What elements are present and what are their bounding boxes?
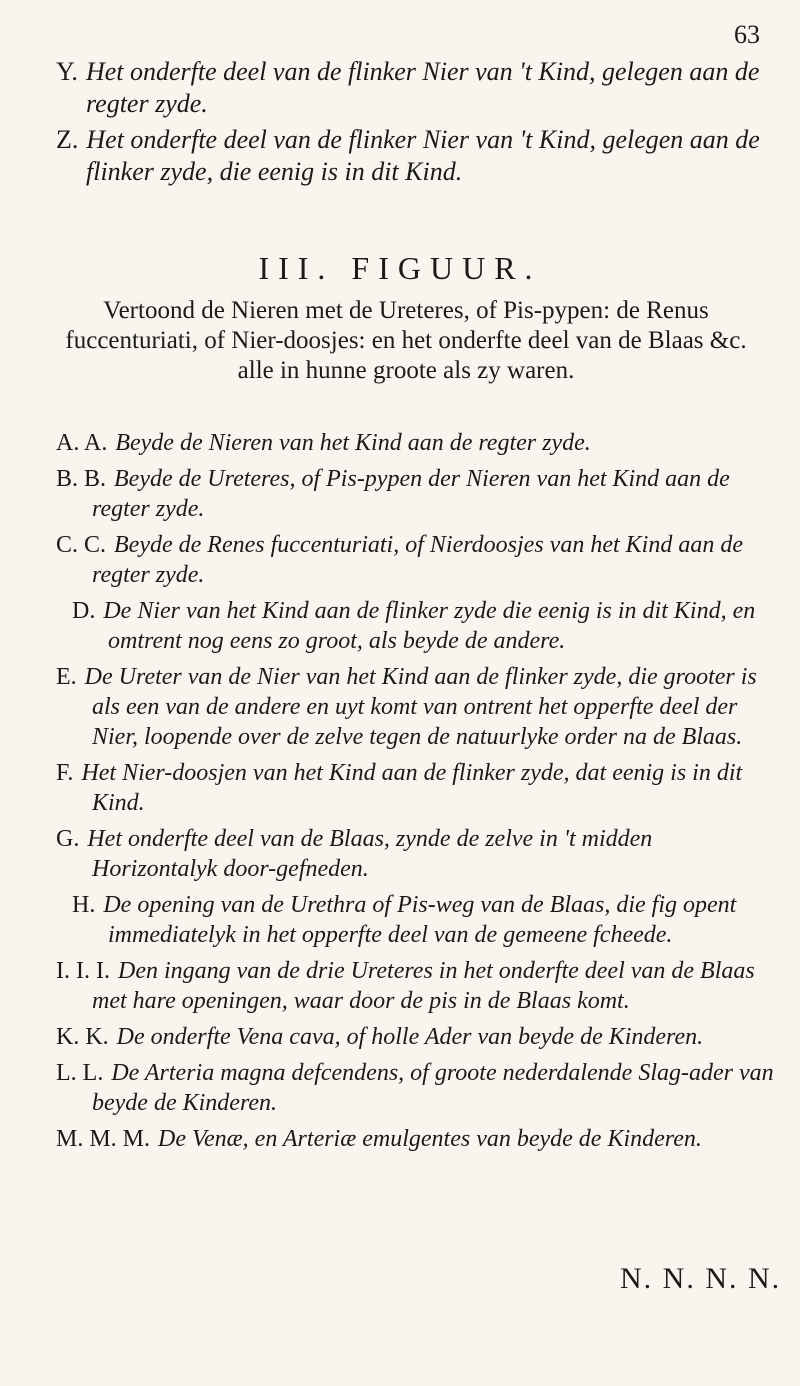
legend-key: A. A. — [56, 430, 108, 456]
legend-key: C. C. — [56, 532, 107, 558]
legend-key: L. L. — [56, 1060, 104, 1086]
entry-key: Y. — [56, 57, 78, 86]
legend-text: De Arteria magna defcendens, of groote nederdalende Slag-ader van beyde de Kinderen. — [92, 1060, 774, 1116]
legend-text: Beyde de Nieren van het Kind aan de regter zyde. — [115, 430, 591, 456]
signature-mark: N. N. N. N. — [620, 1262, 782, 1295]
legend-text: Beyde de Ureteres, of Pis-pypen der Nieren van het Kind aan de regter zyde. — [92, 466, 730, 522]
legend-item-m — [56, 1124, 776, 1154]
intro-paragraph: Vertoond de Nieren met de Ureteres, of Pis-pypen: de Renus fuccenturiati, of Nier-doosjes: en het onderfte deel van de Blaas &c. alle in hunne groote als zy waren. — [65, 297, 747, 384]
legend-text: Het Nier-doosjen van het Kind aan de flinker zyde, dat eenig is in dit Kind. — [81, 760, 743, 816]
legend-list — [56, 428, 776, 1160]
legend-item-h — [56, 890, 776, 950]
legend-item-i — [56, 956, 776, 1016]
page-number: 63 — [734, 20, 760, 49]
legend-text: Het onderfte deel van de Blaas, zynde de zelve in 't midden Horizontalyk door-gefneden. — [87, 826, 653, 882]
section-heading: III. FIGUUR. — [258, 250, 542, 286]
legend-key: E. — [56, 664, 77, 690]
legend-text: Den ingang van de drie Ureteres in het onderfte deel van de Blaas met hare openingen, waar door de pis in de Blaas komt. — [92, 958, 755, 1014]
entry-text: Het onderfte deel van de flinker Nier van 't Kind, gelegen aan de regter zyde. — [85, 57, 760, 118]
legend-key: B. B. — [56, 466, 107, 492]
legend-key: G. — [56, 826, 80, 852]
legend-text: De Nier van het Kind aan de flinker zyde die eenig is in dit Kind, en omtrent nog eens zo groot, als beyde de andere. — [103, 598, 756, 654]
legend-item-a — [56, 428, 776, 458]
legend-text: De onderfte Vena cava, of holle Ader van beyde de Kinderen. — [116, 1024, 704, 1050]
legend-key: D. — [72, 598, 96, 624]
legend-item-g — [56, 824, 776, 884]
legend-key: H. — [72, 892, 96, 918]
entry-key: Z. — [56, 125, 79, 154]
legend-text: De opening van de Urethra of Pis-weg van de Blaas, die fig opent immediatelyk in het opperfte deel van de gemeene fcheede. — [103, 892, 737, 948]
entry-y — [56, 56, 786, 120]
legend-item-f — [56, 758, 776, 818]
legend-text: De Ureter van de Nier van het Kind aan de flinker zyde, die grooter is als een van de andere en uyt komt van ontrent het opperfte deel der Nier, loopende over de zelve tegen de natuurlyke order na de Blaas. — [84, 664, 757, 750]
legend-item-k — [56, 1022, 776, 1052]
legend-item-e — [56, 662, 776, 752]
legend-key: M. M. M. — [56, 1126, 151, 1152]
legend-item-d — [56, 596, 776, 656]
legend-key: K. K. — [56, 1024, 109, 1050]
legend-key: I. I. I. — [56, 958, 110, 984]
legend-item-b — [56, 464, 776, 524]
legend-text: De Venæ, en Arteriæ emulgentes van beyde de Kinderen. — [158, 1126, 702, 1152]
legend-text: Beyde de Renes fuccenturiati, of Nierdoosjes van het Kind aan de regter zyde. — [92, 532, 743, 588]
entry-z — [56, 124, 786, 188]
entry-text: Het onderfte deel van de flinker Nier van 't Kind, gelegen aan de flinker zyde, die eenig is in dit Kind. — [86, 125, 760, 186]
legend-key: F. — [56, 760, 74, 786]
legend-item-l — [56, 1058, 776, 1118]
legend-item-c — [56, 530, 776, 590]
